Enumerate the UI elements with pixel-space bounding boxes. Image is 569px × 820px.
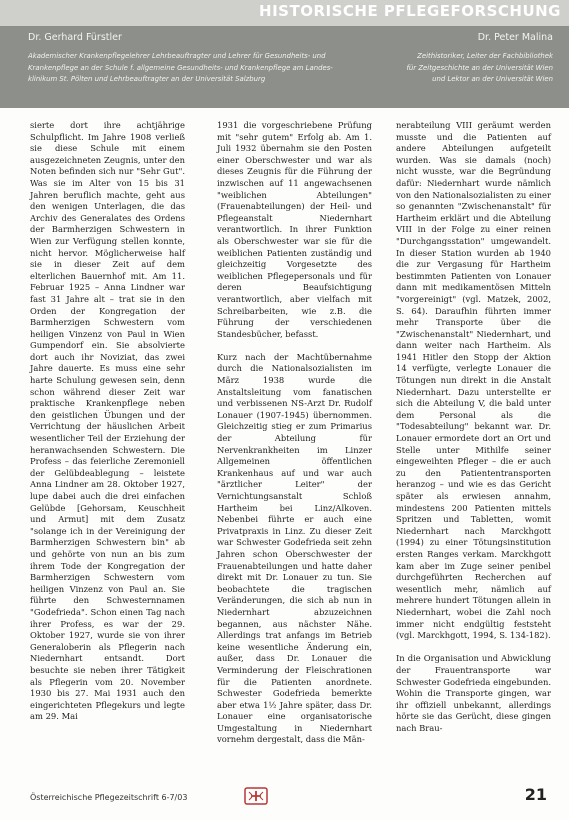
author-desc-left	[28, 51, 358, 86]
author-name-right: Dr. Peter Malina	[477, 32, 553, 43]
paragraph: sierte dort ihre achtjährige Schulpflicht. Im Jahre 1908 verließ sie diese Schule mit einem ausgezeichneten Zeugnis, unter den Noten befinden sich nur "Sehr Gut". Was sie im Alter von 15 bis 31 Jahren beruflich machte, geht aus den wenigen Unterlagen, die das Archiv des Generalates des Ordens der Barmherzigen Schwestern in Wien zur Verfügung stellen konnte, nicht hervor. Möglicherweise half sie in dieser Zeit auf dem elterlichen Bauernhof mit. Am 11. Februar 1925 – Anna Lindner war fast 31 Jahre alt – trat sie in den Orden der Kongregation der Barmherzigen Schwestern vom heiligen Vinzenz von Paul in Wien Gumpendorf ein. Sie absolvierte dort auch ihr Noviziat, das zwei Jahre dauerte. Es muss eine sehr harte Schulung gewesen sein, denn schon während dieser Zeit war praktische Krankenpflege neben den geistlichen Übungen und der Verrichtung der häuslichen Arbeit wesentlicher Teil der Erziehung der heranwachsenden Schwestern. Die Profess – das feierliche Zeremoniell der Gelübdeablegung – leistete Anna Lindner am 28. Oktober 1927, lupe dabei auch die drei einfachen Gelübde [Gehorsam, Keuschheit und Armut] mit dem Zusatz "solange ich in der Vereinigung der Barmherzigen Schwestern bin" ab und gehörte von nun an bis zum ihrem Tode der Kongregation der Barmherzigen Schwestern vom heiligen Vinzenz von Paul an. Sie führte den Schwesternnamen "Godefrieda". Schon einen Tag nach ihrer Profess, es war der 29. Oktober 1927, wurde sie von ihrer Generaloberin als Pflegerin nach Niedernhart entsandt. Dort besuchte sie neben ihrer Tätigkeit als Pflegerin vom 20. November 1930 bis 27. Mai 1931 auch den eingerichteten Pflegekurs und legte am 29. Mai	[30, 120, 185, 722]
section-title: HISTORISCHE PFLEGEFORSCHUNG	[259, 2, 561, 20]
author-desc-line: Krankenpflege an der Schule f. allgemeine Gesundheits- und Krankenpflege am Landes-	[28, 63, 333, 72]
text-column-1	[30, 120, 185, 734]
author-desc-line: für Zeitgeschichte an der Universität Wien	[406, 63, 553, 72]
text-column-2	[217, 120, 372, 758]
journal-logo-icon	[244, 787, 268, 805]
author-right-block	[383, 32, 553, 86]
author-info-bar	[0, 26, 569, 108]
paragraph: 1931 die vorgeschriebene Prüfung mit "sehr gutem" Erfolg ab. Am 1. Juli 1932 übernahm sie den Posten einer Oberschwester und war als dieses Zeugnis für die Führung der inzwischen auf 11 angewachsenen "weiblichen Abteilungen" (Frauenabteilungen) der Heil- und Pflegeanstalt Niedernhart verantwortlich. In ihrer Funktion als Oberschwester war sie für die weiblichen Patienten zuständig und gleichzeitig Vorgesetzte des weiblichen Pflegepersonals und für deren Beaufsichtigung verantwortlich, aber vielfach mit Schreibarbeiten, wie z.B. die Führung der verschiedenen Standesbücher, befasst.	[217, 120, 372, 339]
author-desc-line: und Lektor an der Universität Wien	[432, 75, 553, 84]
paragraph: nerabteilung VIII geräumt werden musste und die Patienten auf andere Abteilungen aufgeteilt wurden. Was sie damals (noch) nicht wusste, war die Begründung dafür: Niedernhart wurde nämlich von den Nationalsozialisten zu einer so genannten "Zwischenanstalt" für Hartheim erklärt und die Abteilung VIII in der Folge zu einer reinen "Durchgangsstation" umgewandelt. In dieser Station wurden ab 1940 die zur Vergasung für Hartheim bestimmten Patienten von Lonauer dann mit medikamentösen Mitteln "vorgereinigt" (vgl. Matzek, 2002, S. 64). Daraufhin führten immer mehr Transporte über die "Zwischenanstalt" Niedernhart, und dann weiter nach Hartheim. Als 1941 Hitler den Stopp der Aktion 14 verfügte, verlegte Lonauer die Tötungen nun direkt in die Anstalt Niedernhart. Dazu unterstellte er sich die Abteilung V, die bald unter dem Personal als die "Todesabteilung" bekannt war. Dr. Lonauer ermordete dort an Ort und Stelle unter Mithilfe seiner eingeweihten Pfleger – die er auch zu den Patiententransporten heranzog – und wie es das Gericht später als erwiesen annahm, mindestens 200 Patienten mittels Spritzen und Tabletten, womit Niedernhart nach Marckhgott (1994) zu einer Tötungsinstitution ersten Ranges verkam. Marckhgott kam aber im Zuge seiner penibel durchgeführten Recherchen auf wesentlich mehr, nämlich auf mehrere hundert Tötungen allein in Niedernhart, wobei die Zahl noch immer nicht endgültig feststeht (vgl. Marckhgott, 1994, S. 134-182).	[396, 120, 551, 641]
author-name-left: Dr. Gerhard Fürstler	[28, 32, 122, 43]
author-desc-line: Zeithistoriker, Leiter der Fachbibliothek	[417, 52, 553, 60]
text-column-3	[396, 120, 551, 746]
footer-journal-name: Österreichische Pflegezeitschrift 6-7/03	[30, 793, 188, 802]
section-header-band	[0, 0, 569, 26]
author-desc-line: klinikum St. Pölten und Lehrbeauftragter an der Universität Salzburg	[28, 75, 266, 84]
page-number: 21	[524, 785, 547, 804]
paragraph: In die Organisation und Abwicklung der Frauentransporte war Schwester Godefrieda eingebunden. Wohin die Transporte gingen, war ihr offiziell unbekannt, allerdings hörte sie das Gerücht, diese gingen nach Brau-	[396, 653, 551, 733]
author-desc-line: Akademischer Krankenpflegelehrer Lehrbeauftragter und Lehrer für Gesundheits- und	[28, 52, 326, 60]
author-desc-right	[383, 51, 553, 86]
author-left-block	[28, 32, 358, 86]
paragraph: Kurz nach der Machtübernahme durch die Nationalsozialisten im März 1938 wurde die Anstaltsleitung vom fanatischen und verbissenen NS-Arzt Dr. Rudolf Lonauer (1907-1945) übernommen. Gleichzeitig stieg er zum Primarius der Abteilung für Nervenkrankheiten im Linzer Allgemeinen öffentlichen Krankenhaus auf und war auch "ärztlicher Leiter" der Vernichtungsanstalt Schloß Hartheim bei Linz/Alkoven. Nebenbei führte er auch eine Privatpraxis in Linz. Zu dieser Zeit war Schwester Godefrieda seit zehn Jahren schon Oberschwester der Frauenabteilungen und hatte daher direkt mit Dr. Lonauer zu tun. Sie beobachtete die tragischen Veränderungen, die sich ab nun in Niedernhart abzuzeichnen begannen, aus nächster Nähe. Allerdings trat anfangs im Betrieb keine wesentliche Änderung ein, außer, dass Dr. Lonauer die Verminderung der Fleischrationen für die Patienten anordnete. Schwester Godefrieda bemerkte aber etwa 1½ Jahre später, dass Dr. Lonauer eine organisatorische Umgestaltung in Niedernhart vornehm dergestalt, dass die Män-	[217, 351, 372, 745]
